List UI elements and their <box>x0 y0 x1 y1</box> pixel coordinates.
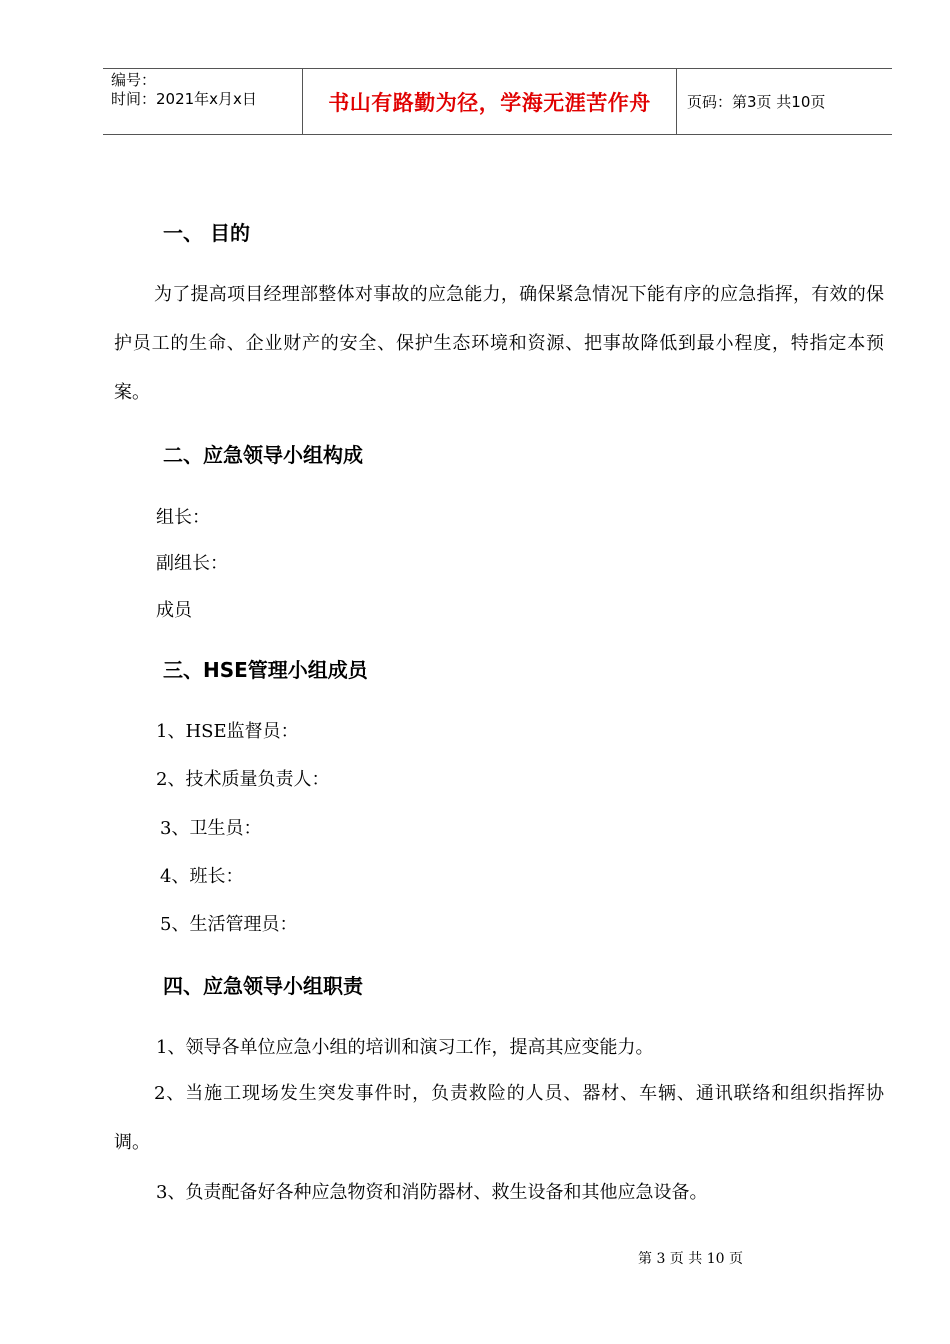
section-title-hse: 三、HSE管理小组成员 <box>163 658 368 682</box>
motto-text: 书山有路勤为径，学海无涯苦作舟 <box>328 90 651 115</box>
list-item: 4、班长： <box>160 866 244 887</box>
page-footer: 第 3 页 共 10 页 <box>638 1251 743 1267</box>
duty-item: 3、负责配备好各种应急物资和消防器材、救生设备和其他应急设备。 <box>156 1182 708 1203</box>
time-label: 时间：2021年x月x日 <box>111 90 257 108</box>
document-header <box>103 68 892 135</box>
duty-item: 2、当施工现场发生突发事件时，负责救险的人员、器材、车辆、通讯联络和组织指挥协调。 <box>114 1083 884 1153</box>
purpose-paragraph: 为了提高项目经理部整体对事故的应急能力，确保紧急情况下能有序的应急指挥，有效的保护员工的生命、企业财产的安全、保护生态环境和资源、把事故降低到最小程度，特指定本预案。 <box>114 284 884 403</box>
list-item: 5、生活管理员： <box>160 914 298 935</box>
page-code: 页码：第3页 共10页 <box>687 93 826 111</box>
list-item: 成员 <box>156 600 192 621</box>
list-item: 2、技术质量负责人： <box>156 769 330 790</box>
section-title-purpose: 一、 目的 <box>163 221 250 245</box>
list-item: 3、卫生员： <box>160 818 262 839</box>
duty-item: 1、领导各单位应急小组的培训和演习工作，提高其应变能力。 <box>156 1037 654 1058</box>
header-page-cell <box>677 69 892 134</box>
header-meta-cell <box>103 69 303 134</box>
list-item: 副组长： <box>156 553 228 574</box>
section-title-leadership: 二、应急领导小组构成 <box>163 443 363 467</box>
list-item: 1、HSE监督员： <box>156 721 299 742</box>
section-title-duties: 四、应急领导小组职责 <box>163 974 363 998</box>
header-motto-cell <box>303 69 677 134</box>
number-label: 编号： <box>111 71 157 89</box>
list-item: 组长： <box>156 507 210 528</box>
